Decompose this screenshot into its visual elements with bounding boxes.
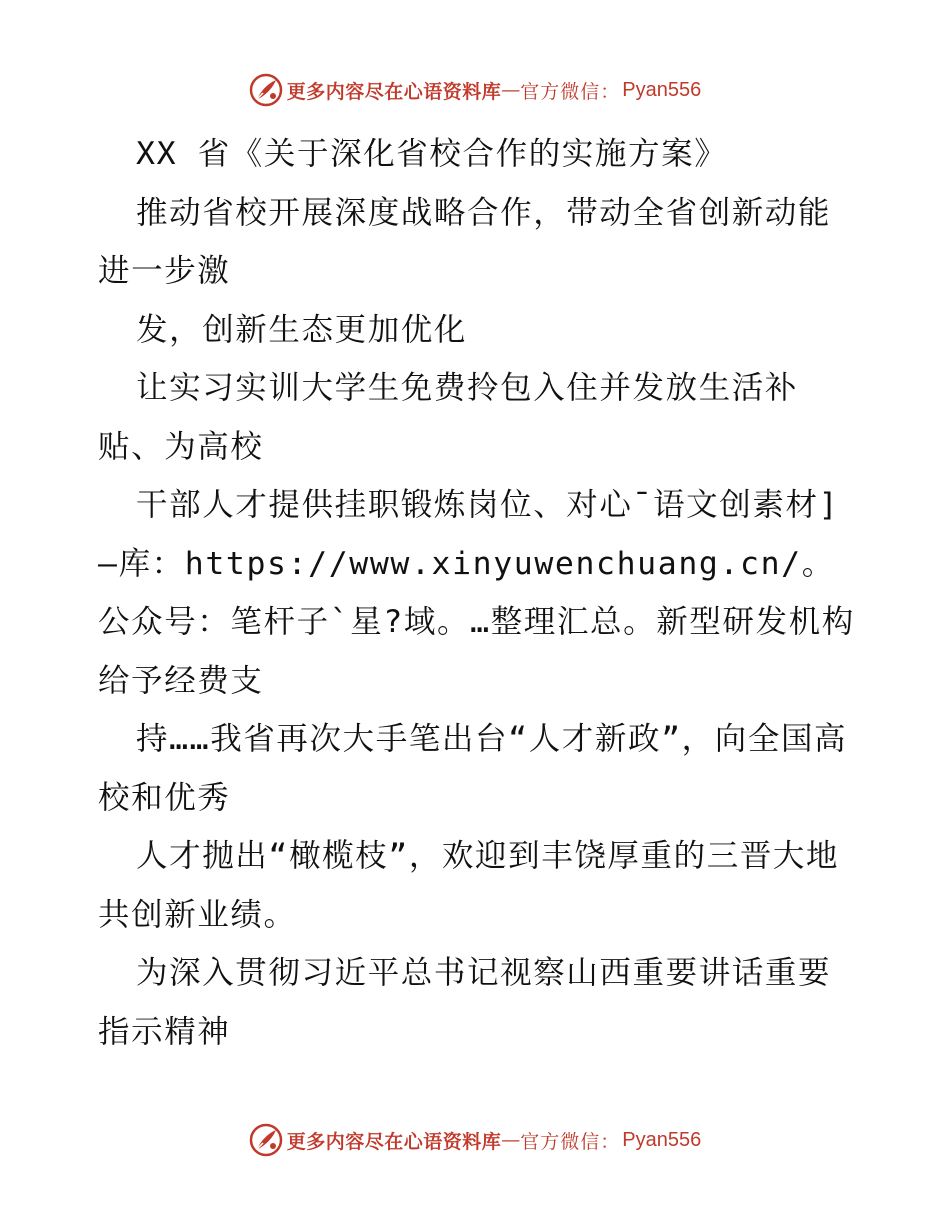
paragraph: 发，创新生态更加优化 (136, 311, 468, 348)
paragraph: 人才抛出“橄榄枝”，欢迎到丰饶厚重的三晋大地共创新业绩。 (98, 838, 840, 933)
header-banner (0, 70, 950, 110)
paragraph: 推动省校开展深度战略合作，带动全省创新动能进一步激 (98, 194, 832, 289)
paragraph: 让实习实训大学生免费拎包入住并发放生活补贴、为高校 (98, 370, 799, 465)
banner-main-text: 更多内容尽在心语资料库 (286, 1130, 502, 1153)
document-body (98, 125, 858, 1061)
quill-pen-logo-icon (249, 1123, 283, 1157)
banner-wechat-label: 官方微信： (520, 80, 621, 103)
banner-wechat-id: Pyan556 (622, 1128, 702, 1151)
footer-banner (0, 1120, 950, 1160)
paragraph: 干部人才提供挂职锻炼岗位、对心¯语文创素材]—库：https://www.xinyuwenchuang.cn/。公众号：笔杆子`星?域。…整理汇总。新型研发机构给予经费支 (98, 487, 855, 699)
banner-dash: — (501, 79, 521, 101)
paragraph: 为深入贯彻习近平总书记视察山西重要讲话重要指示精神 (98, 955, 832, 1050)
banner-main-text: 更多内容尽在心语资料库 (286, 80, 502, 103)
document-title: XX 省《关于深化省校合作的实施方案》 (136, 136, 728, 172)
banner-dash: — (501, 1129, 521, 1151)
banner-wechat-label: 官方微信： (520, 1130, 621, 1153)
paragraph: 持……我省再次大手笔出台“人才新政”，向全国高校和优秀 (98, 721, 848, 816)
quill-pen-logo-icon (249, 73, 283, 107)
banner-wechat-id: Pyan556 (622, 78, 702, 101)
